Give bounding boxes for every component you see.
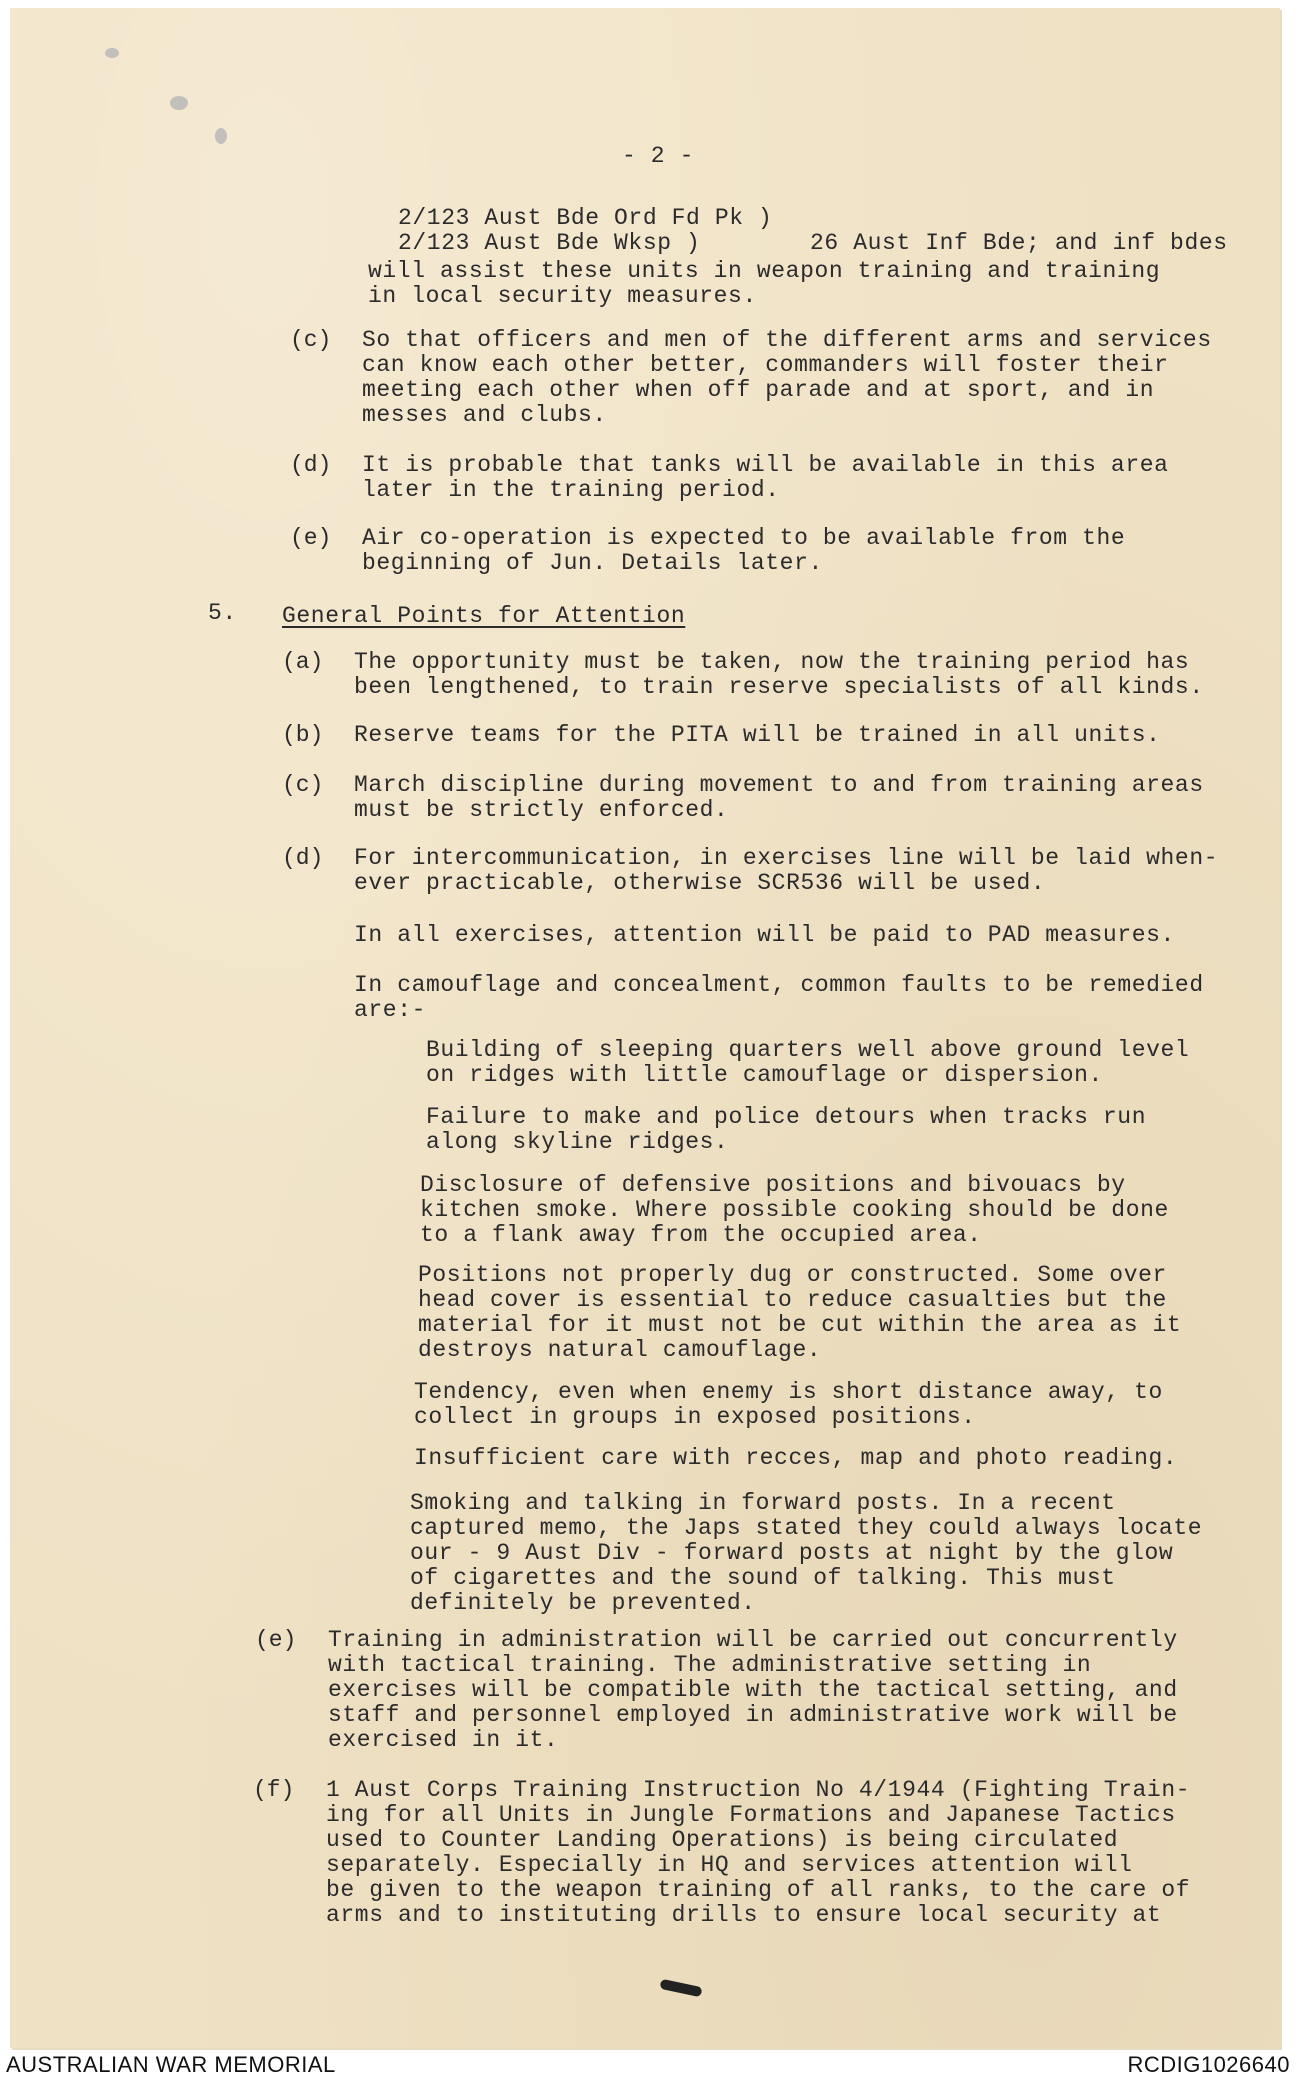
unit-line-2: 2/123 Aust Bde Wksp )	[398, 230, 701, 256]
document-page	[10, 8, 1280, 2048]
item-label-5f: (f)	[253, 1777, 295, 1803]
item-text-5a: The opportunity must be taken, now the training period has been lengthened, to train reserve specialists of all kinds.	[354, 649, 1204, 700]
item-text-4d: It is probable that tanks will be available in this area later in the training period.	[362, 452, 1169, 503]
unit-line-1: 2/123 Aust Bde Ord Fd Pk )	[398, 205, 773, 231]
units-continuation: will assist these units in weapon training and training in local security measures.	[368, 258, 1161, 309]
camouflage-intro: In camouflage and concealment, common faults to be remedied are:-	[354, 972, 1204, 1023]
ink-stain	[215, 128, 227, 144]
item-text-5f: 1 Aust Corps Training Instruction No 4/1944 (Fighting Train- ing for all Units in Jungle Formations and Japanese Tactics used to Counter Landing Operations) is being circulated separately. Especially in HQ and services attention will be given to the weapon training of all ranks, to the care of arms and to instituting drills to ensure local security at	[326, 1777, 1191, 1928]
item-label-5c: (c)	[282, 772, 324, 798]
item-text-4c: So that officers and men of the different arms and services can know each other better, commanders will foster their meeting each other when off parade and at sport, and in messes and clubs.	[362, 327, 1212, 428]
item-label-5a: (a)	[282, 649, 324, 675]
section-heading: General Points for Attention	[282, 603, 686, 629]
ink-stain	[170, 96, 188, 110]
item-label-4e: (e)	[290, 525, 332, 551]
item-text-5c: March discipline during movement to and from training areas must be strictly enforced.	[354, 772, 1204, 823]
unit-line-tail: 26 Aust Inf Bde; and inf bdes	[810, 230, 1228, 256]
footer-right: RCDIG1026640	[1127, 2052, 1290, 2077]
page-number: - 2 -	[622, 143, 695, 169]
pad-paragraph: In all exercises, attention will be paid to PAD measures.	[354, 922, 1175, 948]
ink-mark	[659, 1979, 702, 1998]
fault-item: Tendency, even when enemy is short distance away, to collect in groups in exposed positions.	[414, 1379, 1163, 1430]
item-label-5e: (e)	[255, 1627, 297, 1653]
item-label-4d: (d)	[290, 452, 332, 478]
item-text-5d: For intercommunication, in exercises line will be laid when- ever practicable, otherwise SCR536 will be used.	[354, 845, 1219, 896]
item-text-5e: Training in administration will be carried out concurrently with tactical training. The administrative setting in exercises will be compatible with the tactical setting, and staff and personnel employed in administrative work will be exercised in it.	[328, 1627, 1178, 1753]
fault-item: Failure to make and police detours when tracks run along skyline ridges.	[426, 1104, 1147, 1155]
footer-left: AUSTRALIAN WAR MEMORIAL	[6, 2052, 336, 2077]
fault-item: Smoking and talking in forward posts. In a recent captured memo, the Japs stated they could always locate our - 9 Aust Div - forward posts at night by the glow of cigarettes and the sound of talking. This must definitely be prevented.	[410, 1490, 1203, 1616]
item-text-4e: Air co-operation is expected to be available from the beginning of Jun. Details later.	[362, 525, 1126, 576]
item-label-5d: (d)	[282, 845, 324, 871]
fault-item: Building of sleeping quarters well above ground level on ridges with little camouflage or dispersion.	[426, 1037, 1190, 1088]
item-text-5b: Reserve teams for the PITA will be trained in all units.	[354, 722, 1161, 748]
section-number: 5.	[208, 600, 237, 626]
fault-item: Positions not properly dug or constructed. Some over head cover is essential to reduce casualties but the material for it must not be cut within the area as it destroys natural camouflage.	[418, 1262, 1182, 1363]
fault-item: Disclosure of defensive positions and bivouacs by kitchen smoke. Where possible cooking should be done to a flank away from the occupied area.	[420, 1172, 1169, 1248]
ink-stain	[105, 48, 119, 58]
item-label-5b: (b)	[282, 722, 324, 748]
item-label-4c: (c)	[290, 327, 332, 353]
fault-item: Insufficient care with recces, map and photo reading.	[414, 1445, 1178, 1471]
